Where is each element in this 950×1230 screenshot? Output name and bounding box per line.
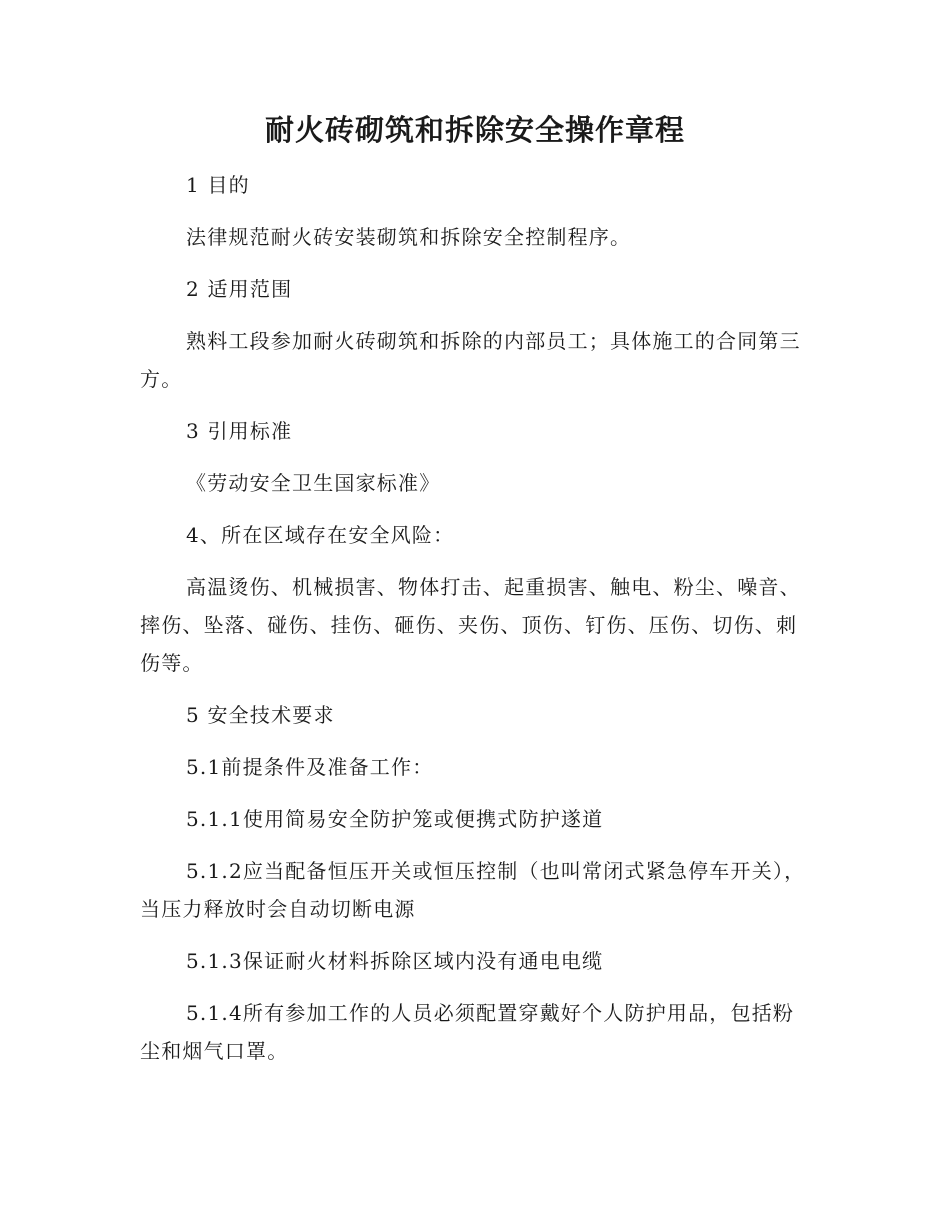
section-heading-risks: 4、所在区域存在安全风险：: [186, 523, 455, 547]
section-heading-standards: 3 引用标准: [186, 419, 293, 443]
paragraph-scope: 熟料工段参加耐火砖砌筑和拆除的内部员工；具体施工的合同第三方。: [140, 329, 801, 391]
paragraph-5-1: 5.1前提条件及准备工作：: [186, 755, 434, 779]
paragraph-5-1-1: 5.1.1使用简易安全防护笼或便携式防护遂道: [186, 807, 604, 831]
paragraph-5-1-2: 5.1.2应当配备恒压开关或恒压控制（也叫常闭式紧急停车开关），当压力释放时会自动切断电源: [140, 859, 806, 921]
paragraph-5-1-4: 5.1.4所有参加工作的人员必须配置穿戴好个人防护用品，包括粉尘和烟气口罩。: [140, 1001, 795, 1063]
section-heading-scope: 2 适用范围: [186, 277, 293, 301]
document-body: [140, 166, 810, 1084]
document-title: 耐火砖砌筑和拆除安全操作章程: [264, 113, 685, 147]
section-heading-purpose: 1 目的: [186, 173, 250, 197]
paragraph-standards: 《劳动安全卫生国家标准》: [186, 471, 441, 495]
paragraph-5-1-3: 5.1.3保证耐火材料拆除区域内没有通电电缆: [186, 949, 604, 973]
paragraph-risks: 高温烫伤、机械损害、物体打击、起重损害、触电、粉尘、噪音、摔伤、坠落、碰伤、挂伤、砸伤、夹伤、顶伤、钉伤、压伤、切伤、刺伤等。: [140, 575, 801, 675]
paragraph-purpose: 法律规范耐火砖安装砌筑和拆除安全控制程序。: [186, 225, 632, 249]
section-heading-safety-requirements: 5 安全技术要求: [186, 703, 335, 727]
